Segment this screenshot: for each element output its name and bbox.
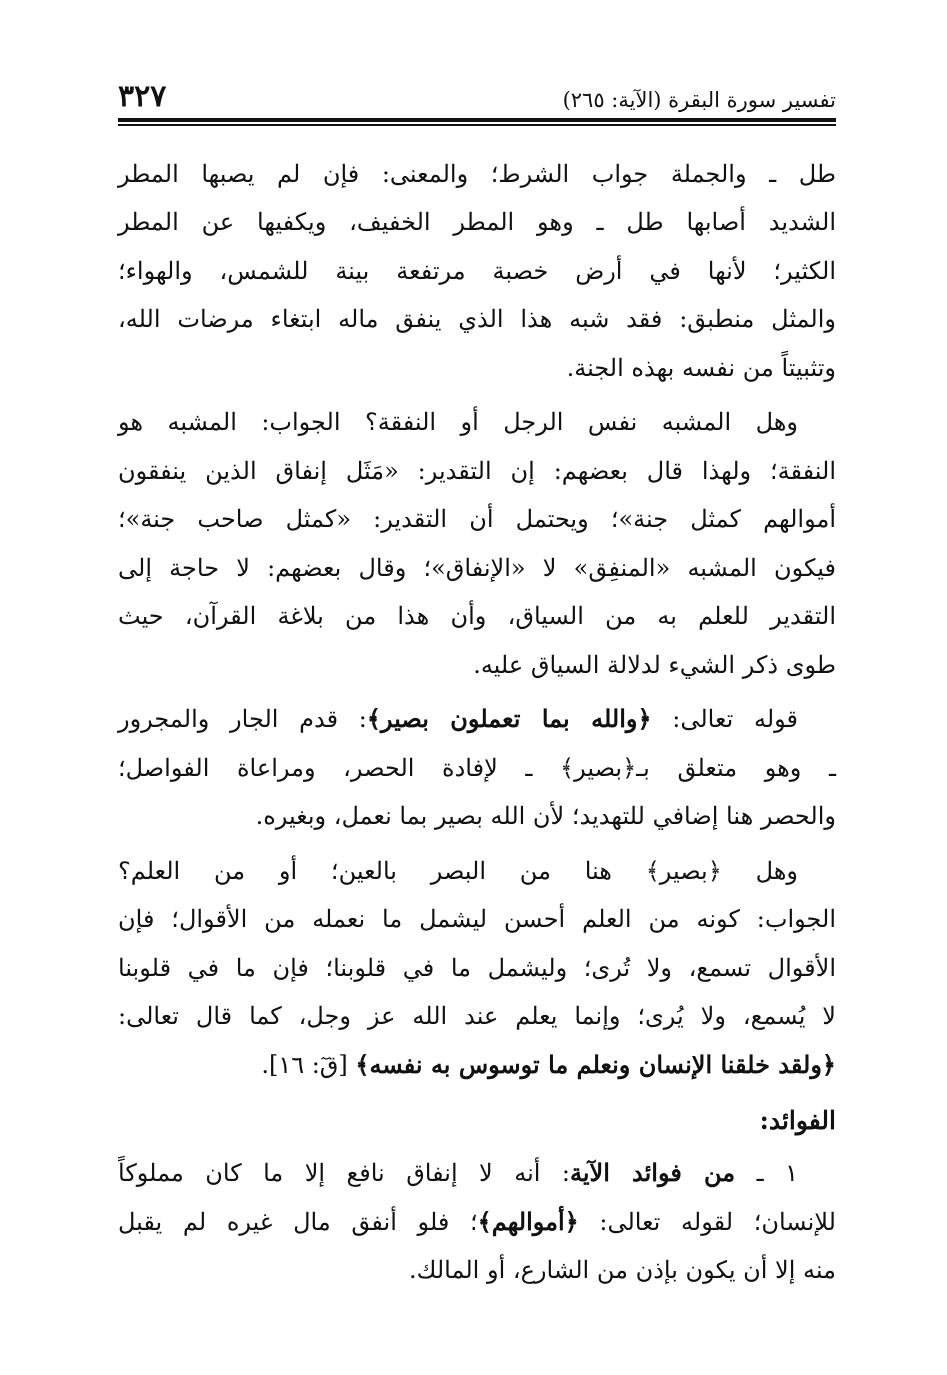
paragraph-line [118,695,836,744]
paragraph-1 [118,150,836,393]
running-header-title: تفسير سورة البقرة (الآية: ٢٦٥) [562,88,836,112]
paragraph-line: أموالهم كمثل جنة»؛ ويحتمل أن التقدير: «كمثل صاحب جنة»؛ [118,505,836,533]
book-page [118,78,836,1301]
header-rule-thick [118,118,836,122]
quran-quote: ﴿أموالهم﴾ [477,1206,579,1236]
paragraph-line: التقدير للعلم به من السياق، وأن هذا من بلاغة القرآن، حيث [118,602,836,630]
paragraph-line: والحصر هنا إضافي للتهديد؛ لأن الله بصير بما نعمل، وبغيره. [255,802,836,830]
paragraph-line: طوى ذكر الشيء لدلالة السياق عليه. [473,650,836,679]
paragraph-line: الكثير؛ لأنها في أرض خصبة مرتفعة بينة للشمس، والهواء؛ [118,256,836,285]
line-text: للإنسان؛ لقوله تعالى: [578,1207,836,1236]
paragraph-line: طل ـ والجملة جواب الشرط؛ والمعنى: فإن لم يصبها المطر [118,159,836,188]
paragraph-line [118,1198,836,1247]
verse-reference: [قٓ: ١٦]. [261,1050,356,1079]
paragraph-line: ـ وهو متعلق بـ﴿بصير﴾ ـ لإفادة الحصر، ومراعاة الفواصل؛ [118,753,836,782]
paragraph-line: وتثبيتاً من نفسه بهذه الجنة. [566,353,836,382]
section-heading: الفوائد: [759,1106,836,1135]
page-number: ٣٢٧ [118,79,167,114]
line-text: : أنه لا إنفاق نافع إلا ما كان مملوكاً [118,1159,570,1187]
quran-quote: ﴿والله بما تعملون بصير﴾ [366,704,652,733]
line-text: قوله تعالى: [651,705,798,733]
paragraph-5 [118,1149,836,1295]
paragraph-line [118,1149,836,1198]
running-header [118,78,836,114]
header-rule-thin [118,124,836,126]
benefit-label: من فوائد الآية [569,1158,736,1187]
paragraph-line: الجواب: كونه من العلم أحسن ليشمل ما نعمله من الأقوال؛ فإن [118,905,836,933]
paragraph-line: الأقوال تسمع، ولا تُرى؛ وليشمل ما في قلوبنا؛ فإن ما في قلوبنا [118,953,836,982]
list-number: ١ ـ [735,1159,798,1187]
paragraph-line: منه إلا أن يكون بإذن من الشارع، أو المالك. [409,1256,836,1284]
paragraph-line: والمثل منطبق: فقد شبه هذا الذي ينفق ماله ابتغاء مرضات الله، [118,305,836,333]
paragraph-line: الشديد أصابها طل ـ وهو المطر الخفيف، ويكفيها عن المطر [118,208,836,236]
paragraph-2 [118,398,836,689]
quran-quote: ﴿ولقد خلقنا الإنسان ونعلم ما توسوس به نفسه﴾ [355,1049,836,1079]
paragraph-line: وهل المشبه نفس الرجل أو النفقة؟ الجواب: المشبه هو [118,408,798,436]
paragraph-line: وهل ﴿بصير﴾ هنا من البصر بالعين؛ أو من العلم؟ [118,856,798,885]
paragraph-line: النفقة؛ ولهذا قال بعضهم: إن التقدير: «مَثَل إنفاق الذين ينفقون [118,456,836,485]
line-text: ؛ فلو أنفق مال غيره لم يقبل [118,1207,478,1236]
paragraph-line [118,1041,836,1090]
line-text: : قدم الجار والمجرور [118,705,367,733]
paragraph-line: لا يُسمع، ولا يُرى؛ وإنما يعلم عند الله عز وجل، كما قال تعالى: [118,1002,836,1030]
paragraph-line: فيكون المشبه «المنفِق» لا «الإنفاق»؛ وقال بعضهم: لا حاجة إلى [118,553,836,582]
paragraph-4 [118,847,836,1090]
body-text [118,150,836,1295]
paragraph-3 [118,695,836,841]
